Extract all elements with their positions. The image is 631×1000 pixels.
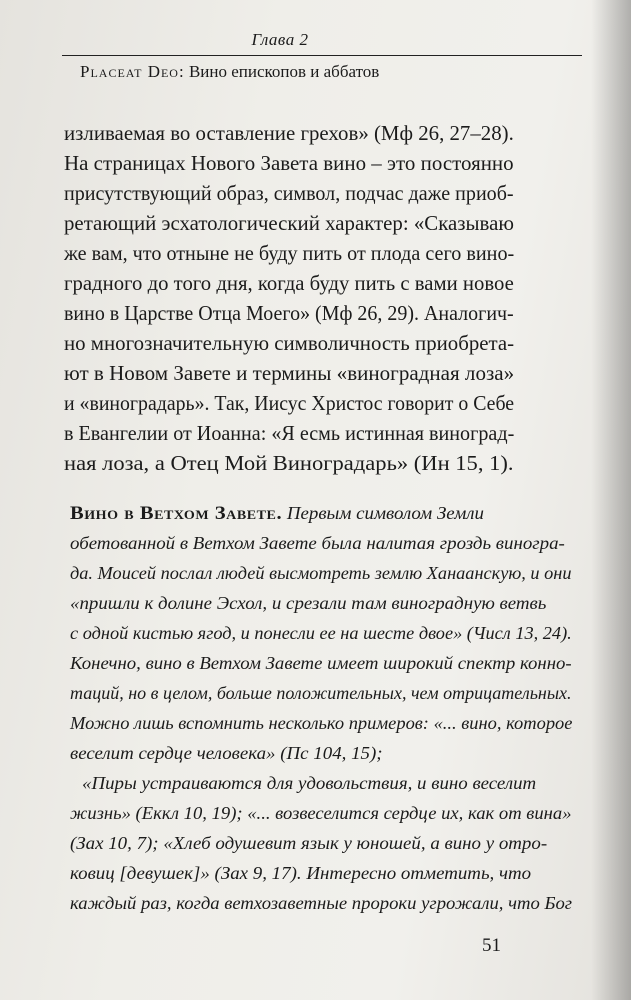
section-line: ковиц [девушек]» (Зах 9, 17). Интересно отметить, что: [70, 863, 532, 883]
body-line: ют в Новом Завете и термины «виноградная лоза»: [64, 361, 515, 385]
section-line: обетованной в Ветхом Завете была налитая гроздь виногра-: [70, 533, 565, 553]
section-line: Можно лишь вспомнить несколько примеров: «... вино, которое: [70, 713, 573, 733]
header-subtitle-russian: Вино епископов и аббатов: [184, 62, 380, 81]
section-heading: Вино в Ветхом Завете.: [70, 503, 283, 524]
header-rule: [62, 55, 582, 56]
header-subtitle-latin: Placeat Deo:: [80, 62, 185, 81]
section-line: «Пиры устраиваются для удовольствия, и вино веселит: [82, 773, 537, 793]
body-line: в Евангелии от Иоанна: «Я есмь истинная виноград-: [64, 421, 515, 445]
body-line: но многозначительную символичность приобрета-: [64, 331, 515, 355]
body-line: градного до того дня, когда буду пить с вами новое: [64, 271, 514, 295]
section-line: каждый раз, когда ветхозаветные пророки угрожали, что Бог: [70, 893, 573, 913]
body-line: присутствующий образ, символ, подчас даже приоб-: [64, 181, 514, 205]
section-line: Конечно, вино в Ветхом Завете имеет широкий спектр конно-: [70, 653, 572, 673]
body-line: же вам, что отныне не буду пить от плода сего вино-: [64, 241, 515, 265]
section-line: да. Моисей послал людей высмотреть землю Ханаанскую, и они: [70, 563, 572, 583]
section-first-line: [70, 498, 484, 529]
section-line: (Зах 10, 7); «Хлеб одушевит язык у юношей, а вино у отро-: [70, 833, 548, 853]
section-line: веселит сердце человека» (Пс 104, 15);: [70, 743, 383, 763]
section-line: жизнь» (Еккл 10, 19); «... возвеселится сердце их, как от вина»: [70, 803, 572, 823]
section-first-line-text: Первым символом Земли: [282, 503, 484, 523]
body-line: изливаемая во оставление грехов» (Мф 26, 27–28).: [64, 121, 514, 145]
running-header-chapter: Глава 2: [251, 30, 309, 49]
body-line: ная лоза, а Отец Мой Виноградарь» (Ин 15, 1).: [64, 451, 514, 475]
body-line: На страницах Нового Завета вино – это постоянно: [64, 151, 514, 175]
body-line: вино в Царстве Отца Моего» (Мф 26, 29). Аналогич-: [64, 301, 514, 325]
body-line: ретающий эсхатологический характер: «Сказываю: [64, 211, 514, 235]
page-number: 51: [482, 935, 501, 956]
section-line: «пришли к долине Эсхол, и срезали там виноградную ветвь: [70, 593, 547, 613]
section-line: с одной кистью ягод, и понесли ее на шесте двое» (Числ 13, 24).: [70, 623, 572, 643]
section-line: таций, но в целом, больше положительных, чем отрицательных.: [70, 683, 572, 703]
page-edge-shadow: [591, 0, 631, 1000]
body-line: и «виноградарь». Так, Иисус Христос говорит о Себе: [64, 391, 515, 415]
running-header-subtitle: [80, 62, 379, 82]
